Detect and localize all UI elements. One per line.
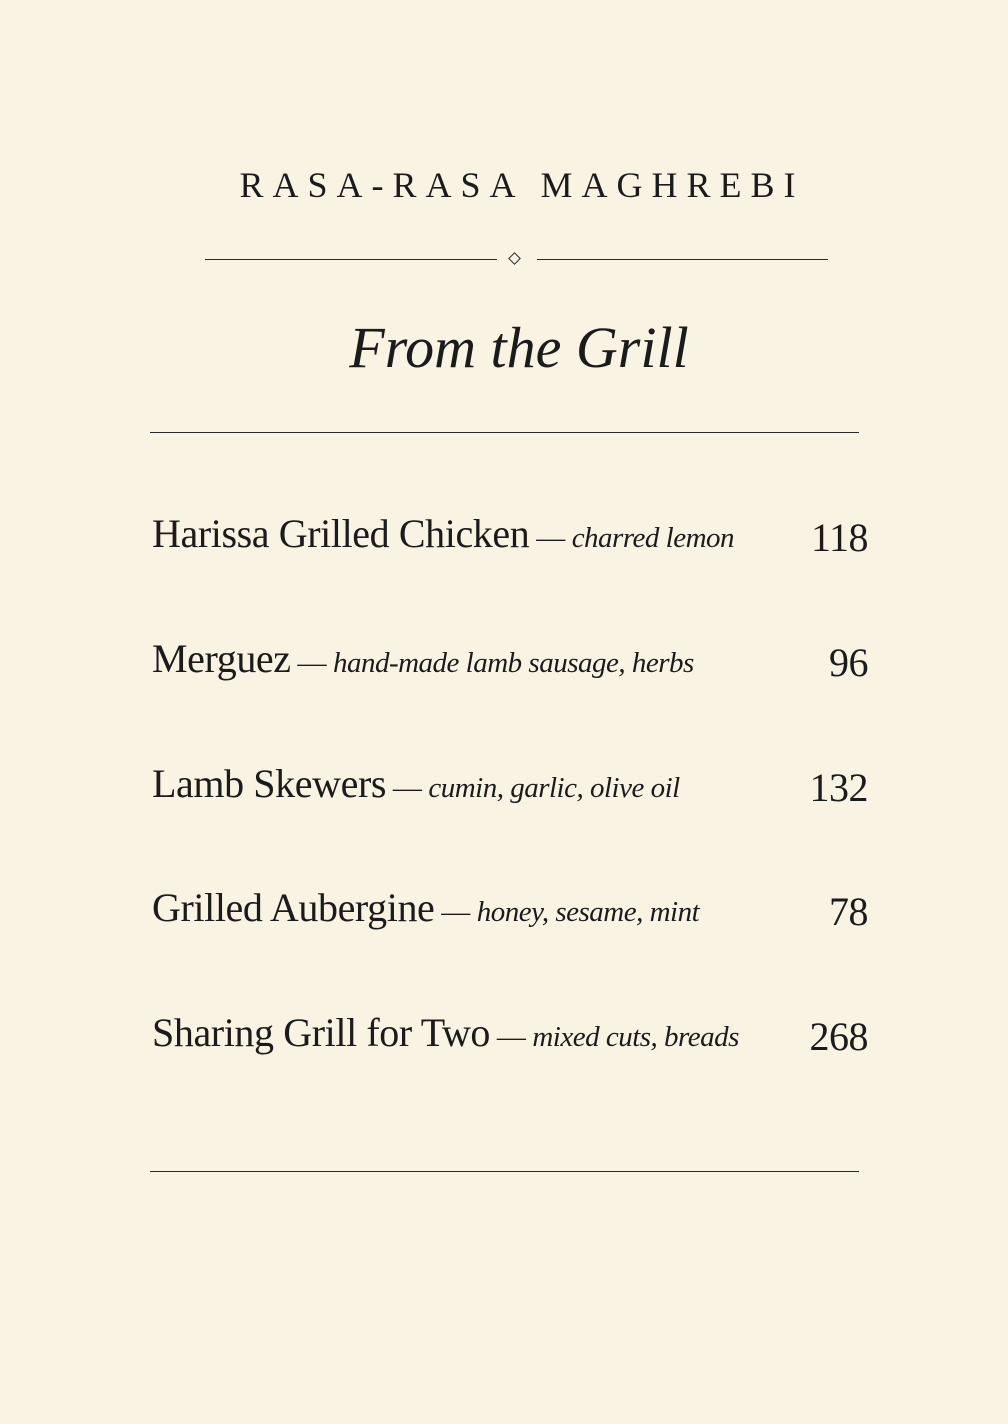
item-price: 96 (829, 640, 868, 685)
item-description: hand-made lamb sausage, herbs (332, 647, 694, 679)
menu-item (152, 758, 868, 814)
item-description: cumin, garlic, olive oil (428, 772, 680, 804)
item-dash: — (490, 1021, 533, 1053)
ornament-line-left (205, 259, 497, 260)
item-price: 118 (810, 515, 868, 560)
menu-item (152, 1007, 868, 1063)
menu-item (152, 882, 868, 938)
item-dash: — (386, 772, 429, 804)
item-name: Harissa Grilled Chicken (152, 511, 530, 556)
item-dash: — (529, 522, 572, 554)
section-title: From the Grill (349, 315, 689, 380)
restaurant-name: RASA-RASA MAGHREBI (239, 165, 805, 205)
item-name: Merguez (152, 636, 291, 681)
item-description: mixed cuts, breads (532, 1021, 739, 1053)
item-dash: — (434, 896, 477, 928)
item-description: honey, sesame, mint (476, 896, 700, 928)
item-description: charred lemon (571, 522, 735, 554)
item-name: Lamb Skewers (152, 761, 387, 806)
bottom-divider (150, 1171, 859, 1172)
menu-item (152, 508, 868, 564)
ornament-line-right (537, 259, 828, 260)
item-name: Sharing Grill for Two (152, 1010, 491, 1055)
top-divider (150, 432, 859, 433)
item-name: Grilled Aubergine (152, 885, 435, 930)
menu-item (152, 633, 868, 689)
item-dash: — (290, 647, 333, 679)
item-price: 132 (809, 765, 868, 810)
item-price: 268 (809, 1014, 868, 1059)
item-price: 78 (829, 889, 868, 934)
diamond-icon (508, 252, 521, 265)
